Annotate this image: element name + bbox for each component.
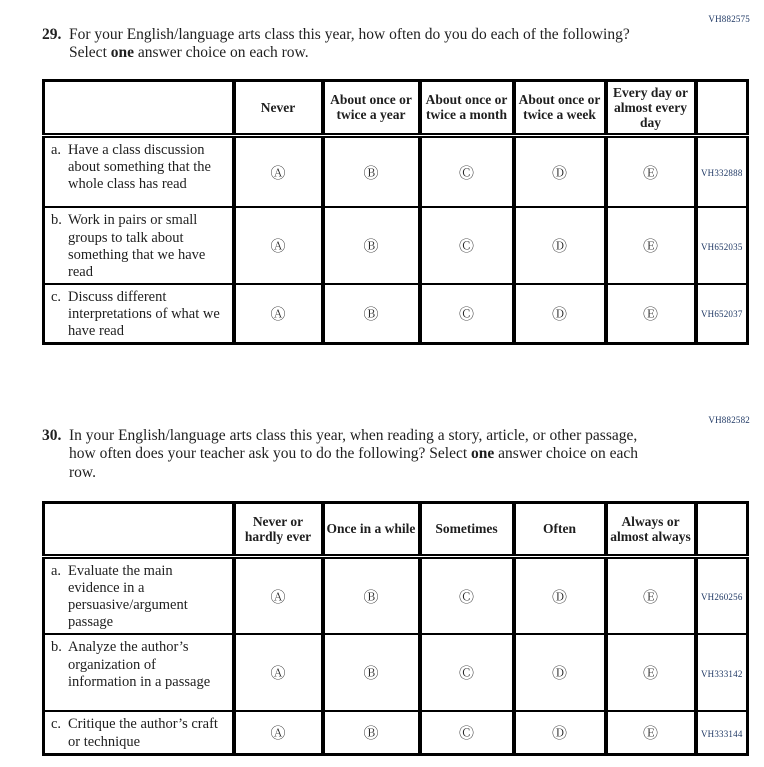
q30-header-sometimes: Sometimes — [420, 503, 514, 557]
row-letter: c. — [51, 288, 62, 305]
question-30-text-tail: answer choice on each row. — [69, 445, 639, 481]
q29-row-a-label — [44, 135, 234, 207]
q29-row-c-choice-d[interactable]: Ⓓ — [514, 284, 606, 344]
question-30-prompt — [42, 427, 746, 482]
q29-row-c-label — [44, 284, 234, 344]
q29-header-empty — [44, 80, 234, 135]
q30-row-a-choice-e[interactable]: Ⓔ — [606, 557, 696, 635]
q29-header-once-twice-week: About once or twice a week — [514, 80, 606, 135]
q29-header-code-column — [696, 80, 748, 135]
row-accession-code: VH333142 — [700, 668, 743, 679]
q30-row-a-code — [696, 557, 748, 635]
q30-row-c-choice-d[interactable]: Ⓓ — [514, 711, 606, 754]
q30-header-row — [44, 503, 748, 557]
q29-header-row — [44, 80, 748, 135]
q29-row-b — [44, 207, 748, 283]
row-accession-code: VH260256 — [700, 592, 743, 603]
q30-row-b-choice-e[interactable]: Ⓔ — [606, 634, 696, 711]
q30-header-often: Often — [514, 503, 606, 557]
row-letter: a. — [51, 563, 62, 579]
q29-header-once-twice-year: About once or twice a year — [323, 80, 420, 135]
q30-row-c-choice-c[interactable]: Ⓒ — [420, 711, 514, 754]
q30-header-always: Always or almost always — [606, 503, 696, 557]
q30-row-b-choice-d[interactable]: Ⓓ — [514, 634, 606, 711]
q29-row-a-code — [696, 135, 748, 207]
q29-row-c-choice-e[interactable]: Ⓔ — [606, 284, 696, 344]
q30-row-b-choice-b[interactable]: Ⓑ — [323, 634, 420, 711]
row-accession-code: VH333144 — [700, 728, 743, 739]
row-letter: c. — [51, 716, 62, 733]
question-30-accession-code: VH882582 — [708, 415, 750, 426]
q30-header-empty — [44, 503, 234, 557]
q29-row-b-code — [696, 207, 748, 283]
question-29-text — [69, 26, 644, 63]
question-30-number: 30. — [42, 427, 62, 445]
q29-row-a — [44, 135, 748, 207]
row-letter: b. — [51, 212, 62, 229]
q30-row-a-label — [44, 557, 234, 635]
q29-row-b-choice-a[interactable]: Ⓐ — [234, 207, 323, 283]
row-label-text: Discuss different interpretations of what we have read — [68, 288, 220, 340]
row-label-text: Analyze the author’s organization of information in a passage — [68, 639, 211, 690]
q29-row-b-choice-e[interactable]: Ⓔ — [606, 207, 696, 283]
q30-row-c-choice-a[interactable]: Ⓐ — [234, 711, 323, 754]
q29-row-c — [44, 284, 748, 344]
q29-row-a-choice-c[interactable]: Ⓒ — [420, 135, 514, 207]
question-30-section — [42, 413, 750, 756]
question-30-text-lead: In your English/language arts class this year, when reading a story, article, or other passage, how often does your teacher ask you to do the following? Select — [69, 427, 638, 463]
q30-row-a-choice-a[interactable]: Ⓐ — [234, 557, 323, 635]
q29-header-never: Never — [234, 80, 323, 135]
row-accession-code: VH332888 — [700, 168, 743, 179]
row-label-text: Have a class discussion about something that the whole class has read — [68, 141, 211, 193]
q30-row-a-choice-d[interactable]: Ⓓ — [514, 557, 606, 635]
question-29-code-line — [46, 12, 750, 24]
question-29-section — [42, 12, 750, 345]
q30-header-never-hardly: Never or hardly ever — [234, 503, 323, 557]
q29-row-a-choice-e[interactable]: Ⓔ — [606, 135, 696, 207]
question-29-answer-table — [42, 79, 749, 346]
q30-row-b-choice-c[interactable]: Ⓒ — [420, 634, 514, 711]
row-letter: b. — [51, 639, 62, 656]
row-label-text: Evaluate the main evidence in a persuasive/argument passage — [68, 563, 188, 631]
q29-row-c-choice-b[interactable]: Ⓑ — [323, 284, 420, 344]
q30-row-b-label — [44, 634, 234, 711]
q29-row-a-choice-a[interactable]: Ⓐ — [234, 135, 323, 207]
q29-row-a-choice-b[interactable]: Ⓑ — [323, 135, 420, 207]
q30-row-a-choice-c[interactable]: Ⓒ — [420, 557, 514, 635]
q29-row-b-choice-b[interactable]: Ⓑ — [323, 207, 420, 283]
row-letter: a. — [51, 141, 62, 158]
question-30-answer-table — [42, 501, 749, 756]
q30-row-c-code — [696, 711, 748, 754]
q29-header-every-day: Every day or almost every day — [606, 80, 696, 135]
q30-row-c — [44, 711, 748, 754]
q30-row-a — [44, 557, 748, 635]
row-accession-code: VH652035 — [700, 241, 743, 252]
q29-row-c-code — [696, 284, 748, 344]
q29-row-b-choice-c[interactable]: Ⓒ — [420, 207, 514, 283]
row-label-text: Critique the author’s craft or technique — [68, 716, 218, 750]
q30-row-b-code — [696, 634, 748, 711]
q29-row-b-choice-d[interactable]: Ⓓ — [514, 207, 606, 283]
question-30-code-line — [46, 413, 750, 425]
q30-header-once-in-a-while: Once in a while — [323, 503, 420, 557]
q30-row-b — [44, 634, 748, 711]
question-29-prompt — [42, 26, 746, 63]
question-29-text-bold: one — [110, 44, 134, 62]
q29-row-b-label — [44, 207, 234, 283]
q30-row-c-choice-b[interactable]: Ⓑ — [323, 711, 420, 754]
question-29-text-tail: answer choice on each row. — [134, 44, 309, 62]
question-29-accession-code: VH882575 — [708, 14, 750, 24]
row-accession-code: VH652037 — [700, 309, 743, 320]
q29-row-c-choice-c[interactable]: Ⓒ — [420, 284, 514, 344]
question-30-text-bold: one — [471, 445, 495, 463]
q30-row-c-choice-e[interactable]: Ⓔ — [606, 711, 696, 754]
q30-header-code-column — [696, 503, 748, 557]
q30-row-c-label — [44, 711, 234, 754]
q29-row-c-choice-a[interactable]: Ⓐ — [234, 284, 323, 344]
q30-row-b-choice-a[interactable]: Ⓐ — [234, 634, 323, 711]
q29-row-a-choice-d[interactable]: Ⓓ — [514, 135, 606, 207]
question-29-number: 29. — [42, 26, 62, 43]
q30-row-a-choice-b[interactable]: Ⓑ — [323, 557, 420, 635]
question-30-text — [69, 427, 644, 482]
question-29-text-lead: For your English/language arts class this year, how often do you do each of the following? Select — [69, 26, 630, 62]
row-label-text: Work in pairs or small groups to talk about something that we have read — [68, 212, 206, 280]
q29-header-once-twice-month: About once or twice a month — [420, 80, 514, 135]
